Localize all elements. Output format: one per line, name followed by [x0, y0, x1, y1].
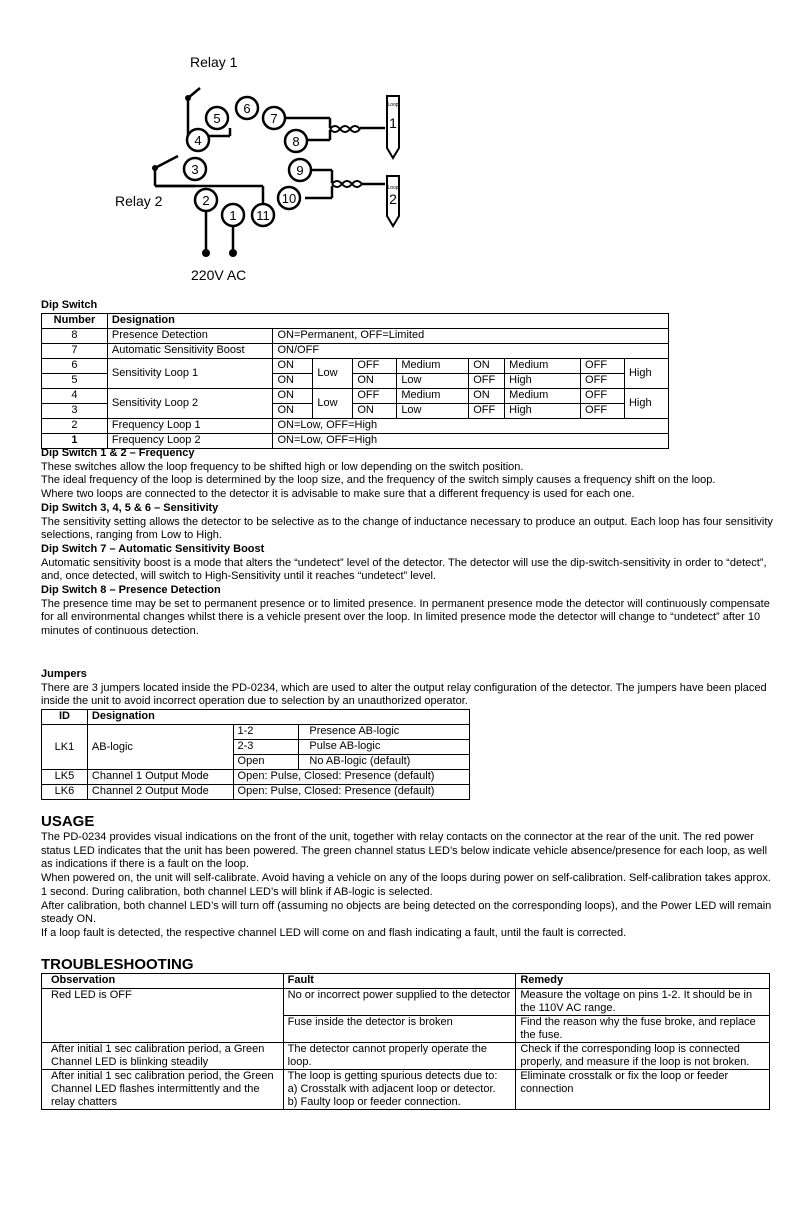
table-row: Fuse inside the detector is broken Find the reason why the fuse broke, and replace the fuse. — [42, 1016, 770, 1043]
presence-para: The presence time may be set to permanent presence or to limited presence. In permanent presence mode the detector will continuously compensate for all environmental changes whilst there is a vehicle present over the loop. In limited presence mode the detector will change to “undetect” after 10 minutes of continuous detection. — [41, 597, 770, 638]
auto-boost-heading: Dip Switch 7 – Automatic Sensitivity Boost — [41, 542, 265, 555]
table-row: Red LED is OFF No or incorrect power supplied to the detector Measure the voltage on pins 1-2. It should be in the 110V AC range. — [42, 989, 770, 1016]
table-row: 8 Presence Detection ON=Permanent, OFF=Limited — [42, 329, 669, 344]
loop-2-label: 2 — [389, 191, 397, 207]
sensitivity-heading: Dip Switch 3, 4, 5 & 6 – Sensitivity — [41, 501, 219, 514]
pin-7: 7 — [270, 111, 278, 126]
jumpers-heading: Jumpers — [41, 668, 87, 680]
pin-3: 3 — [191, 162, 199, 177]
usage-title: USAGE — [41, 813, 95, 830]
table-row: 5 ON ON Low OFF High OFF — [42, 374, 669, 389]
relay-1-label: Relay 1 — [190, 54, 238, 70]
table-row: After initial 1 sec calibration period, a Green Channel LED is blinking steadily The detector cannot properly operate the loop. Check if the corresponding loop is connected properly, and measure if the loop is not broken. — [42, 1043, 770, 1070]
col-designation: Designation — [107, 314, 668, 329]
jumpers-header-row: ID Designation — [42, 710, 470, 725]
frequency-para-3: Where two loops are connected to the detector it is advisable to make sure that a different frequency is used for each one. — [41, 488, 635, 501]
power-label: 220V AC — [191, 267, 247, 283]
table-row: 2-3 Pulse AB-logic — [42, 740, 470, 755]
pin-2: 2 — [202, 193, 210, 208]
table-row: LK5 Channel 1 Output Mode Open: Pulse, Closed: Presence (default) — [42, 770, 470, 785]
loop-1-label: 1 — [389, 115, 397, 131]
dip-switch-title: Dip Switch — [41, 299, 98, 311]
col-number: Number — [42, 314, 108, 329]
frequency-para-2: The ideal frequency of the loop is determined by the loop size, and the frequency of the switch simply causes a frequency shift on the loop. — [41, 474, 716, 487]
table-row: 2 Frequency Loop 1 ON=Low, OFF=High — [42, 419, 669, 434]
table-row: 6 Sensitivity Loop 1 ON Low OFF Medium ON Medium OFF High — [42, 359, 669, 374]
relay-2-label: Relay 2 — [115, 193, 163, 209]
frequency-heading: Dip Switch 1 & 2 – Frequency — [41, 447, 195, 459]
table-row: 7 Automatic Sensitivity Boost ON/OFF — [42, 344, 669, 359]
pin-6: 6 — [243, 101, 251, 116]
auto-boost-para: Automatic sensitivity boost is a mode that alters the “undetect” level of the detector. The detector will use the dip-switch-sensitivity in order to “detect”, and, once detected, will switch to High-Sensitivity until it reaches “undetect” level. — [41, 556, 767, 583]
pin-1: 1 — [229, 208, 237, 223]
jumpers-para: There are 3 jumpers located inside the PD-0234, which are used to alter the output relay configuration of the detector. The jumpers have been placed inside the unit to avoid incorrect operation due to selection by an unauthorized operator. — [41, 681, 767, 708]
usage-section — [41, 831, 776, 941]
table-row: LK1 AB-logic 1-2 Presence AB-logic — [42, 725, 470, 740]
usage-para-2: When powered on, the unit will self-calibrate. Avoid having a vehicle on any of the loops during power on self-calibration. Self-calibration takes approx. 1 second. During calibration, both channel LED’s will blink if AB-logic is selected. — [41, 872, 771, 898]
troubleshooting-title: TROUBLESHOOTING — [41, 956, 194, 973]
dip-switch-descriptions — [41, 447, 776, 639]
jumpers-section — [41, 668, 776, 709]
table-row: 1 Frequency Loop 2 ON=Low, OFF=High — [42, 434, 669, 449]
dip-switch-table — [41, 313, 669, 449]
pin-8: 8 — [292, 134, 300, 149]
jumpers-table — [41, 709, 470, 800]
table-row: 3 ON ON Low OFF High OFF — [42, 404, 669, 419]
troubleshooting-header-row: Observation Fault Remedy — [42, 974, 770, 989]
loop-1-caption: Loop — [387, 102, 399, 108]
usage-para-3: After calibration, both channel LED’s will turn off (assuming no objects are being detected on the corresponding loops), and the Power LED will remain steady ON. — [41, 899, 772, 926]
pin-5: 5 — [213, 111, 221, 126]
sensitivity-para: The sensitivity setting allows the detector to be selective as to the change of inductance necessary to produce an output. Each loop has four sensitivity selections, ranging from Low to High. — [41, 515, 773, 542]
dip-header-row — [42, 314, 669, 329]
table-row: LK6 Channel 2 Output Mode Open: Pulse, Closed: Presence (default) — [42, 785, 470, 800]
loop-2-caption: Loop — [387, 185, 399, 191]
frequency-para-1: These switches allow the loop frequency to be shifted high or low depending on the switch position. — [41, 460, 524, 473]
table-row: After initial 1 sec calibration period, the Green Channel LED flashes intermittently and the relay chatters The loop is getting spurious detects due to: a) Crosstalk with adjacent loop or detector. b) Faulty loop or feeder connection. Eliminate crosstalk or fix the loop or feeder connection — [42, 1070, 770, 1110]
pin-11: 11 — [256, 208, 270, 223]
table-row: 4 Sensitivity Loop 2 ON Low OFF Medium ON Medium OFF High — [42, 389, 669, 404]
usage-para-4: If a loop fault is detected, the respective channel LED will come on and flash indicating a fault, until the fault is corrected. — [41, 926, 627, 939]
table-row: Open No AB-logic (default) — [42, 755, 470, 770]
pin-10: 10 — [281, 191, 297, 206]
presence-heading: Dip Switch 8 – Presence Detection — [41, 584, 221, 597]
wiring-diagram — [100, 48, 430, 288]
pin-4: 4 — [194, 133, 202, 148]
usage-para-1: The PD-0234 provides visual indications on the front of the unit, together with relay contacts on the connector at the rear of the unit. The red power status LED indicates that the unit has been powered. The green channel status LED’s below indicate vehicle absence/presence for each loop, as well as indications if there is a fault on the loop. — [41, 831, 768, 871]
troubleshooting-table — [41, 973, 770, 1110]
pin-9: 9 — [296, 163, 304, 178]
